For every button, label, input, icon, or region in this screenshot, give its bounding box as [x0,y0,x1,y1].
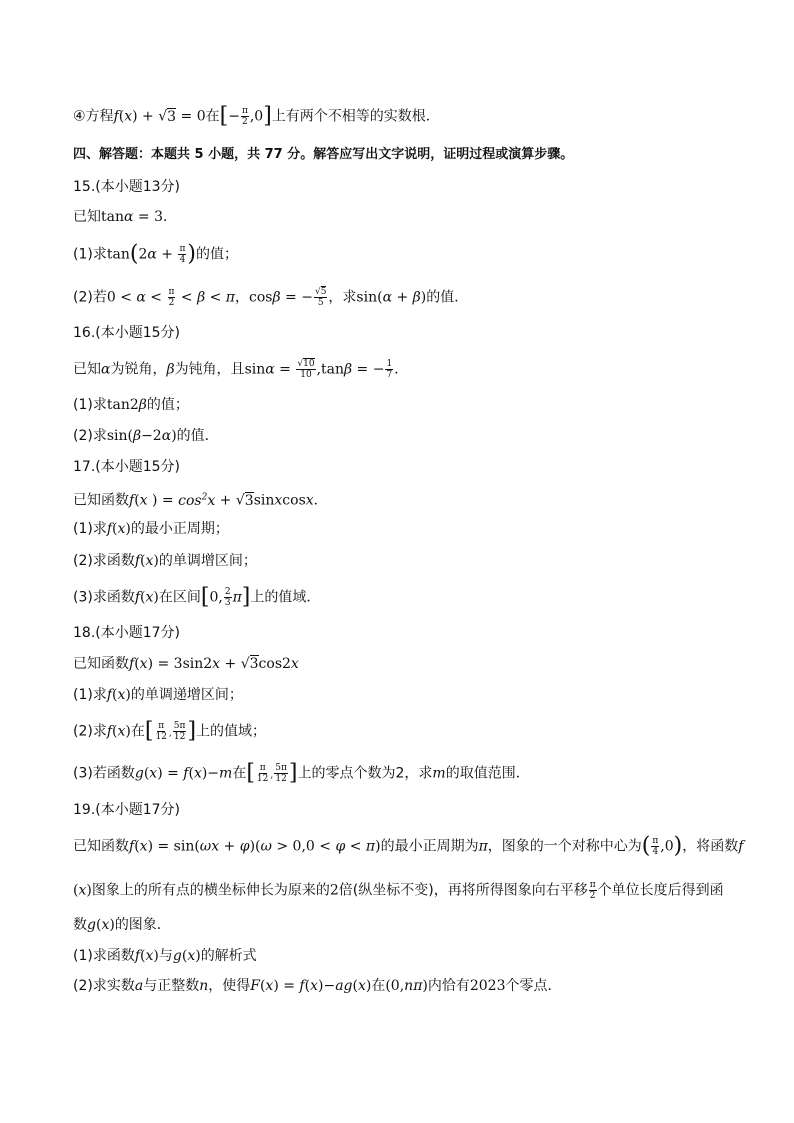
eq-minus: = − [280,289,313,306]
x: x [149,765,158,782]
eq-3: = 3 [133,209,164,225]
sin: sin( [106,428,133,444]
frac-1-7: $\frac{1}{7}$ [386,359,393,380]
ag: ag [335,978,353,994]
paren: ( [112,521,118,537]
q16-part1-suffix: 的值； [146,397,189,413]
f: f [738,838,744,855]
tan2: tan2 [106,397,139,413]
pi: π [478,838,488,855]
beta: β [166,361,175,378]
q17-part1 [73,520,229,538]
x: x [78,882,87,899]
tan: tan [101,209,124,225]
q17-part3-label: (3)求函数 [73,589,135,606]
q16-part1-label: (1)求 [73,397,107,413]
paren: ) [365,978,372,994]
q19-l2-text2: 倍(纵坐标不变)，再将所得图象向右平移 [338,882,588,899]
q18-part3-suffix: 的取值范围． [445,765,530,782]
and: 与 [158,948,173,964]
q19-l1-text3: ，将函数 [682,838,739,855]
paren: ) [153,589,159,606]
alpha: α [147,246,157,263]
x: x [265,978,274,994]
tan: tan [106,246,130,263]
f: f [299,978,305,994]
frac-pi-12: $\frac{\pi}{12}$ [155,721,167,742]
left-bracket: [ [219,103,229,129]
x: x [187,948,196,964]
n: n [199,978,209,994]
q16-part2-suffix: 的值． [176,428,219,444]
q19-l1-text: 的最小正周期为 [380,838,479,855]
q15-part2-label: (2)若 [73,289,107,306]
q17-given-label: 已知函数 [73,492,129,509]
x: x [193,765,202,782]
frac-2-3: $\frac{2}{3}$ [224,587,231,608]
pi: π [232,589,242,606]
minus: − [228,108,240,125]
period: ． [394,361,409,378]
g: g [172,948,182,964]
paren: ) [195,948,201,964]
eq: ) = 3sin2 [147,656,213,672]
sinx: sin [253,492,275,509]
x: x [145,948,154,964]
paren: ( [304,978,311,994]
q19-l2-text3: 个单位长度后得到函 [597,882,724,899]
plus: + [156,246,178,263]
sin: sin( [356,289,383,306]
comma-zero: ,0 [660,838,674,855]
q17-heading: 17.(本小题15分) [73,459,181,475]
zai: 在 [371,978,386,994]
paren: ) [125,521,131,537]
paren: ( [112,723,118,740]
period: ． [313,492,328,509]
q19-p2-text: 与正整数 [143,978,200,994]
sin: sin [244,361,266,378]
sqrt-3: 3 [167,108,177,125]
comma-tan: ,tan [316,361,345,378]
frac-pi-2: $\frac{\pi}{2}$ [589,880,596,901]
paren-right: ) [673,833,683,859]
paren-right: ) [187,241,196,267]
eq-minus: = − [352,361,385,378]
fx: f [134,589,141,606]
plus-sqrt: + √ [220,656,250,672]
q17-part2-label: (2)求函数 [73,553,135,569]
paren: ) [422,978,428,994]
paren-left: ( [641,833,651,859]
q18-part1-label: (1)求 [73,687,107,703]
q19-heading: 19.(本小题17分) [73,802,181,818]
paren: ( [134,656,140,672]
frac-sqrt10-10: $\frac{√10}{10}$ [297,359,315,380]
frac-sqrt5-5: $\frac{√5}{5}$ [314,287,327,308]
beta: β [138,397,147,413]
frac-5pi-12: $\frac{5\pi}{12}$ [173,721,186,742]
q17-part3 [73,584,321,610]
q19-l1-text2: ，图象的一个对称中心为 [487,838,642,855]
q16-part2-label: (2)求 [73,428,107,444]
x: x [145,589,154,606]
q15-part1-label: (1)求 [73,246,107,263]
x: x [139,656,148,672]
eq: ) = [157,765,184,782]
f: f [129,492,135,509]
alpha: α [382,289,393,306]
statement-4-suffix: 上有两个不相等的实数根． [271,108,440,125]
paren: ( [143,765,150,782]
comma-zero: ,0 [249,108,264,125]
q19-line2 [73,880,724,901]
fx: f [106,521,113,537]
q18-given [73,655,299,673]
q17-part2-suffix: 的单调增区间； [158,553,257,569]
fx: f [134,948,141,964]
fx: f [106,687,113,703]
paren: ( [352,978,358,994]
minus: )− [317,978,336,994]
x: x [101,917,110,933]
two: 2 [329,882,339,899]
q19-part2 [73,977,562,995]
q15-heading: 15.(本小题13分) [73,179,181,195]
comma: , [270,770,274,781]
section-heading: 四、解答题：本题共 5 小题，共 77 分。解答应写出文字说明，证明过程或演算步骤。 [73,147,574,162]
npi: nπ [404,978,423,994]
q18-given-label: 已知函数 [73,656,129,672]
fx: f [106,723,113,740]
two: 2 [138,246,148,263]
q19-line3 [73,916,171,934]
frac-pi-12: $\frac{\pi}{12}$ [256,763,269,784]
paren-left: ( [129,241,139,267]
q15-part2: (2)若0 < α < $\frac{\pi}{2}$ < β < π，cosβ = − $\frac{√5}{5}$ ，求sin(α + β)的值． [73,287,469,308]
q19-line1 [73,833,744,859]
paren: ) + √ [132,108,168,125]
paren: ( [95,917,102,933]
q19-p2-text2: ，使得 [208,978,251,994]
f: f [129,656,135,672]
g: g [134,765,144,782]
pi: π [365,838,376,855]
zero: 0, [209,589,223,606]
x: x [310,978,318,994]
paren: ) [420,289,427,306]
eq: ) = [147,492,179,509]
q16-heading: 16.(本小题15分) [73,325,181,341]
alpha: α [265,361,275,378]
plus-sqrt: + √ [215,492,245,509]
frac-pi-4: $\frac{\pi}{4}$ [179,244,186,265]
q19-part1-label: (1)求函数 [73,948,135,964]
right-bracket: ] [288,760,298,786]
statement-4 [73,103,440,129]
q19-part2-suffix: 个零点． [505,978,562,994]
pi: π [225,289,235,306]
cos: cos [282,492,306,509]
x: x [139,492,148,509]
q19-l1-label: 已知函数 [73,838,129,855]
left-bracket: [ [246,760,255,786]
q15-part1 [73,241,238,267]
x: x [357,978,366,994]
frac-pi-2: $\frac{\pi}{2}$ [168,287,175,308]
alpha: α [161,428,172,444]
gt: > 0,0 < [271,838,336,855]
q16-part1 [73,396,189,414]
alpha: α [124,209,134,225]
plus: + [219,838,240,855]
paren: ( [134,838,140,855]
lt: < [345,838,366,855]
q18-part2-suffix: 上的值域； [196,723,267,740]
paren: )( [249,838,261,855]
q16-given: 已知α为锐角，β为钝角，且sinα = $\frac{√10}{10}$ ,tanβ = − $\frac{1}{7}$ ． [73,359,409,380]
q18-part2 [73,718,267,744]
q18-part3 [73,760,530,786]
beta: β [132,428,142,444]
paren: ) [109,917,115,933]
sqrt-3: 3 [244,492,254,509]
interval: (0, [385,978,405,994]
var-x: x [124,108,133,125]
cos-sq: $\cos^2x$ [178,492,216,509]
paren: ) [125,687,131,703]
x: x [139,838,148,855]
fx: f [134,553,141,569]
paren: ( [112,687,118,703]
q18-part2-label: (2)求 [73,723,107,740]
alpha: α [101,361,111,378]
q19-part1-suffix: 的解析式 [200,948,257,964]
x: x [117,723,126,740]
paren: ( [188,765,194,782]
cos2: cos2 [258,656,291,672]
q18-part1-suffix: 的单调递增区间； [130,687,243,703]
right-bracket: ] [187,718,197,744]
beta: β [272,289,281,306]
f: f [129,838,135,855]
omega: ω [260,838,272,855]
statement-4-equation: f [113,108,119,125]
frac-pi-2: $\frac{\pi}{2}$ [241,106,248,127]
q17-part3-suffix: 上的值域． [250,589,321,606]
beta: β [344,361,353,378]
eq: ) = [273,978,300,994]
beta: β [412,289,421,306]
F: F [250,978,260,994]
omega: ωx [199,838,220,855]
q16-given-label: 已知 [73,361,101,378]
right-bracket: ] [241,584,251,610]
q19-part1 [73,947,257,965]
x: x [305,492,314,509]
cos: cos [249,289,273,306]
ineq: 0 < [106,289,137,306]
q17-part1-label: (1)求 [73,521,107,537]
q18-part3-mid: 在 [232,765,247,782]
paren: ( [140,553,146,569]
x: x [274,492,283,509]
paren: ) [125,723,131,740]
left-bracket: [ [144,718,154,744]
q18-heading: 18.(本小题17分) [73,625,181,641]
m: m [219,765,233,782]
sqrt-3: 3 [249,656,259,672]
paren: ) [375,838,381,855]
lt: < [176,289,198,306]
paren: ) [153,553,159,569]
eq: = [274,361,296,378]
q19-l3-suffix: 的图象． [114,917,171,933]
comma: , [168,728,172,739]
a: a [134,978,144,994]
q15-given: 已知tanα = 3． [73,209,178,225]
right-bracket: ] [263,103,272,129]
x: x [117,687,126,703]
q19-l3-text: 数 [73,917,87,933]
q18-part3-label: (3)若函数 [73,765,135,782]
phi: φ [335,838,346,855]
g: g [87,917,96,933]
lt-pi: < [205,289,226,306]
paren: ( [140,589,146,606]
eq-sin: ) = sin( [147,838,200,855]
f: f [183,765,189,782]
x: x [145,553,154,569]
q18-part3-text: 上的零点个数为2，求 [297,765,433,782]
paren: ) [153,948,159,964]
paren: ) [86,882,92,899]
paren: ( [118,108,125,125]
paren: ( [259,978,266,994]
q15-part2-suffix: 的值． [426,289,469,306]
lt: < [145,289,167,306]
paren: ( [181,948,188,964]
m: m [432,765,446,782]
eq-zero: = 0 [176,108,206,125]
q19-l2-text: 图象上的所有点的横坐标伸长为原来的 [91,882,330,899]
q17-part3-mid: 在区间 [158,589,201,606]
alpha: α [136,289,146,306]
frac-pi-4: $\frac{\pi}{4}$ [652,836,659,857]
paren: ( [134,492,140,509]
q18-part2-mid: 在 [130,723,145,740]
x: x [117,521,126,537]
statement-4-prefix: ④方程 [73,108,114,125]
q17-part1-suffix: 的最小正周期； [130,521,229,537]
phi: φ [239,838,250,855]
paren: ) [171,428,177,444]
minus: )− [201,765,220,782]
q19-part2-label: (2)求实数 [73,978,135,994]
paren: ( [140,948,146,964]
minus-2: −2 [141,428,162,444]
zai: 在 [205,108,220,125]
left-bracket: [ [200,584,210,610]
beta: β [197,289,206,306]
count-2023: 2023 [469,978,506,994]
q15-part2-mid: ，求 [328,289,357,306]
q15-part1-suffix: 的值； [195,246,238,263]
x: x [290,656,299,672]
x: x [212,656,221,672]
q19-p2-text3: 内恰有 [427,978,470,994]
frac-5pi-12: $\frac{5\pi}{12}$ [275,763,287,784]
paren-x: ( [73,882,79,899]
q16-part2 [73,427,219,445]
q17-given [73,488,328,510]
q17-part2 [73,552,257,570]
q18-part1 [73,686,243,704]
plus: + [392,289,413,306]
